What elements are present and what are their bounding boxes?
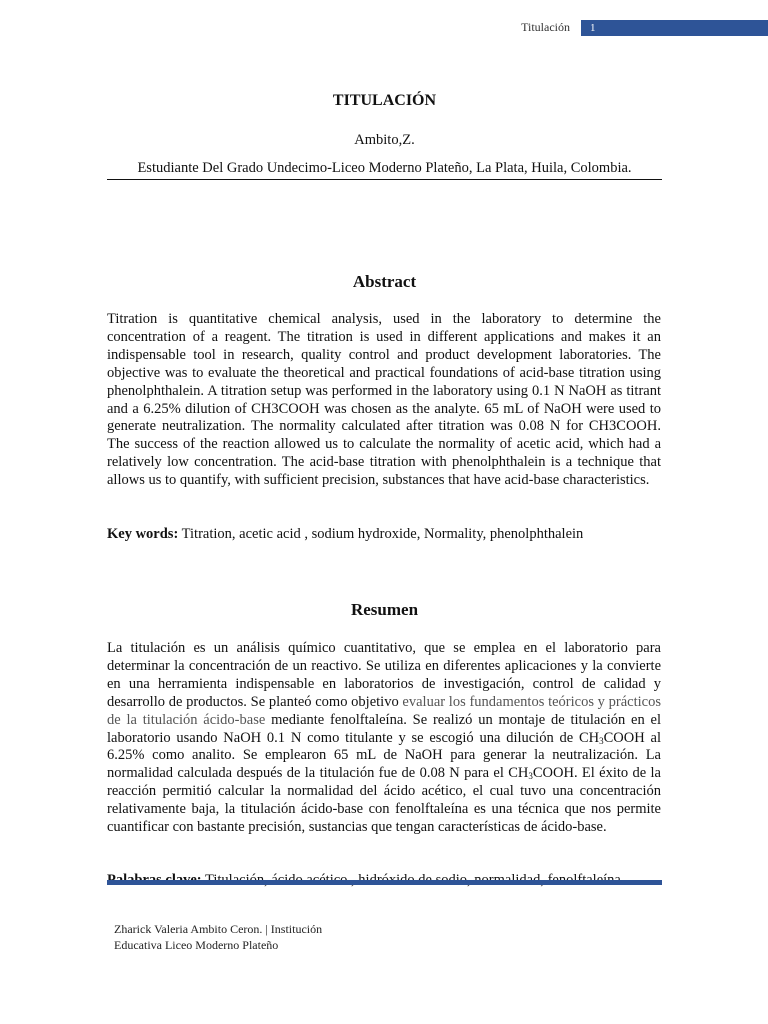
footer-line-2: Educativa Liceo Moderno Plateño — [114, 937, 279, 952]
author-affiliation: Estudiante Del Grado Undecimo-Liceo Moderno Plateño, La Plata, Huila, Colombia. — [137, 160, 632, 176]
resumen-text-4: COOH. El éxito de la reacción permitió calcular la normalidad del ácido acético, el cual tuvo una concentración relativamente baja, la titulación ácido-base con fenolftaleína es una técnica que nos permite cuantificar con bastante precisión, sustancias que tengan características de ácido-base. — [107, 765, 661, 836]
page-number-badge — [581, 20, 768, 36]
resumen-body — [107, 640, 661, 837]
resumen-highlighted-objective: evaluar los fundamentos teóricos y prácticos de la titulación ácido-base — [107, 693, 661, 728]
resumen-text-1: La titulación es un análisis químico cuantitativo, que se emplea en el laboratorio para determinar la concentración de un reactivo. Se utiliza en diferentes aplicaciones y la convierte en una herramienta indispensable en laboratorios de investigación, control de calidad y desarrollo de productos. Se planteó como objetivo — [107, 640, 661, 710]
author-name: Ambito,Z. — [354, 132, 415, 148]
running-head: Titulación — [521, 20, 570, 34]
subscript-3: 3 — [599, 735, 604, 746]
keywords-list: Titration, acetic acid , sodium hydroxide, Normality, phenolphthalein — [181, 526, 584, 542]
subscript-3b: 3 — [528, 771, 533, 782]
affiliation-divider — [107, 179, 662, 180]
resumen-text-3: COOH al 6.25% como analito. Se emplearon 65 mL de NaOH para generar la neutralización. La normalidad calculada después de la titulación fue de 0.08 N para el CH — [107, 729, 661, 782]
abstract-body: Titration is quantitative chemical analysis, used in the laboratory to determine the concentration of a reagent. The titration is used in different applications and makes it an indispensable tool in research, quality control and product development laboratories. The objective was to evaluate the theoretical and practical foundations of acid-base titration using phenolphthalein. A titration setup was performed in the laboratory using 0.1 N NaOH as titrant and a 6.25% dilution of CH3COOH was chosen as the analyte. 65 mL of NaOH were used to generate neutralization. The normality calculated after titration was 0.08 N for CH3COOH. The success of the reaction allowed us to calculate the normality of acetic acid, which had a relatively low concentration. The acid-base titration with phenolphthalein is a technique that allows us to quantify, with sufficient precision, substances that have acid-base characteristics. — [107, 311, 661, 489]
resumen-text-2: mediante fenolftaleína. Se realizó un montaje de titulación en el laboratorio usando NaOH 0.1 N como titulante y se escogió una dilución de CH — [107, 711, 661, 746]
paper-title: TITULACIÓN — [332, 92, 437, 109]
page-number: 1 — [590, 22, 596, 34]
footer-divider — [107, 880, 662, 885]
abstract-heading: Abstract — [352, 272, 417, 291]
page-header — [0, 16, 768, 38]
footer-line-1: Zharick Valeria Ambito Ceron. | Institución — [114, 922, 323, 936]
page-footer — [114, 922, 374, 953]
keywords-label: Key words: — [107, 526, 179, 542]
resumen-heading: Resumen — [350, 600, 419, 619]
abstract-keywords — [107, 525, 662, 543]
